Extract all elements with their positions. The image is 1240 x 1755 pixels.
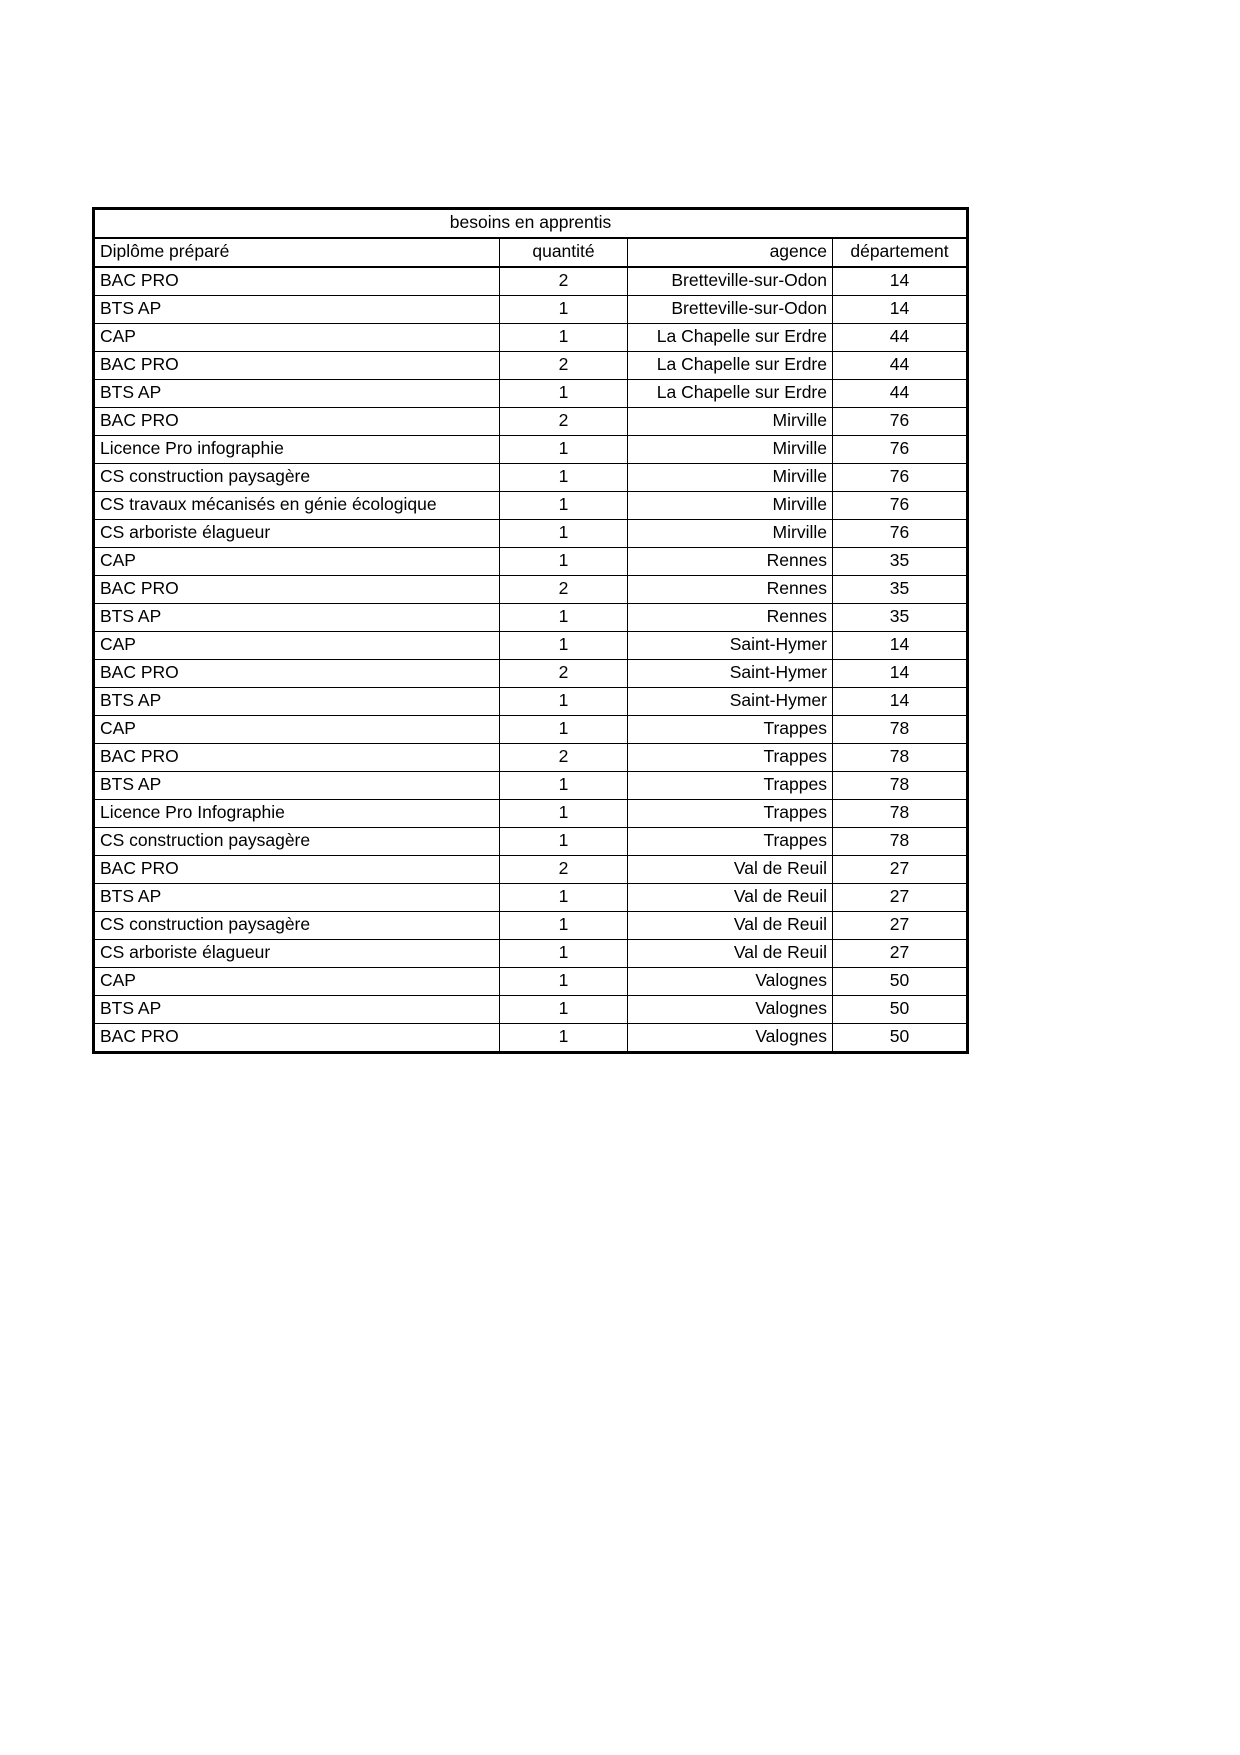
column-header-quantite: quantité: [500, 238, 628, 267]
cell-agence: Val de Reuil: [628, 856, 833, 884]
table-row: [94, 380, 968, 408]
table-row: [94, 968, 968, 996]
cell-agence: La Chapelle sur Erdre: [628, 324, 833, 352]
cell-quantite: 2: [500, 408, 628, 436]
table-row: [94, 548, 968, 576]
cell-quantite: 1: [500, 828, 628, 856]
cell-diplome: CAP: [94, 632, 500, 660]
table-row: [94, 660, 968, 688]
cell-departement: 76: [833, 520, 968, 548]
table-row: [94, 492, 968, 520]
cell-quantite: 1: [500, 464, 628, 492]
table-row: [94, 576, 968, 604]
cell-agence: Trappes: [628, 716, 833, 744]
cell-quantite: 2: [500, 267, 628, 296]
cell-quantite: 1: [500, 380, 628, 408]
cell-departement: 14: [833, 267, 968, 296]
column-header-diplome: Diplôme préparé: [94, 238, 500, 267]
cell-diplome: BTS AP: [94, 772, 500, 800]
cell-quantite: 1: [500, 632, 628, 660]
cell-departement: 27: [833, 856, 968, 884]
cell-diplome: BAC PRO: [94, 1024, 500, 1053]
cell-departement: 44: [833, 380, 968, 408]
cell-quantite: 2: [500, 660, 628, 688]
column-header-agence: agence: [628, 238, 833, 267]
table-row: [94, 828, 968, 856]
cell-departement: 76: [833, 464, 968, 492]
table-row: [94, 604, 968, 632]
cell-agence: Trappes: [628, 800, 833, 828]
table-row: [94, 520, 968, 548]
cell-agence: Bretteville-sur-Odon: [628, 296, 833, 324]
cell-diplome: CS construction paysagère: [94, 912, 500, 940]
cell-diplome: CS construction paysagère: [94, 828, 500, 856]
cell-diplome: BAC PRO: [94, 660, 500, 688]
table-title: besoins en apprentis: [94, 209, 968, 239]
cell-agence: Saint-Hymer: [628, 660, 833, 688]
cell-agence: Trappes: [628, 772, 833, 800]
cell-diplome: CAP: [94, 968, 500, 996]
table-row: [94, 296, 968, 324]
cell-quantite: 1: [500, 772, 628, 800]
cell-departement: 78: [833, 716, 968, 744]
cell-agence: Rennes: [628, 604, 833, 632]
table-row: [94, 716, 968, 744]
apprentices-needs-table: [92, 207, 969, 1054]
table-row: [94, 464, 968, 492]
cell-departement: 27: [833, 884, 968, 912]
table-row: [94, 267, 968, 296]
cell-diplome: CS arboriste élagueur: [94, 940, 500, 968]
apprentices-needs-table-container: [92, 207, 966, 1054]
cell-agence: Trappes: [628, 828, 833, 856]
cell-diplome: BTS AP: [94, 604, 500, 632]
cell-agence: Bretteville-sur-Odon: [628, 267, 833, 296]
column-header-departement: département: [833, 238, 968, 267]
cell-quantite: 2: [500, 744, 628, 772]
cell-agence: Mirville: [628, 436, 833, 464]
table-row: [94, 912, 968, 940]
cell-quantite: 1: [500, 492, 628, 520]
cell-agence: Trappes: [628, 744, 833, 772]
cell-diplome: BAC PRO: [94, 408, 500, 436]
cell-diplome: BTS AP: [94, 996, 500, 1024]
cell-agence: Rennes: [628, 576, 833, 604]
cell-agence: La Chapelle sur Erdre: [628, 380, 833, 408]
cell-agence: Saint-Hymer: [628, 632, 833, 660]
cell-departement: 76: [833, 408, 968, 436]
cell-agence: Valognes: [628, 1024, 833, 1053]
cell-agence: Val de Reuil: [628, 884, 833, 912]
cell-diplome: BAC PRO: [94, 856, 500, 884]
cell-diplome: CS travaux mécanisés en génie écologique: [94, 492, 500, 520]
cell-departement: 50: [833, 1024, 968, 1053]
table-row: [94, 744, 968, 772]
table-header-row: [94, 238, 968, 267]
table-row: [94, 324, 968, 352]
cell-departement: 50: [833, 968, 968, 996]
cell-quantite: 1: [500, 912, 628, 940]
cell-departement: 35: [833, 576, 968, 604]
cell-diplome: BAC PRO: [94, 744, 500, 772]
table-row: [94, 940, 968, 968]
cell-departement: 35: [833, 548, 968, 576]
cell-departement: 78: [833, 800, 968, 828]
cell-diplome: Licence Pro infographie: [94, 436, 500, 464]
cell-agence: Mirville: [628, 492, 833, 520]
cell-agence: Val de Reuil: [628, 940, 833, 968]
cell-diplome: CS construction paysagère: [94, 464, 500, 492]
cell-agence: Val de Reuil: [628, 912, 833, 940]
cell-departement: 27: [833, 912, 968, 940]
cell-quantite: 2: [500, 576, 628, 604]
cell-quantite: 1: [500, 688, 628, 716]
table-title-row: [94, 209, 968, 239]
table-row: [94, 352, 968, 380]
cell-quantite: 1: [500, 716, 628, 744]
cell-agence: Saint-Hymer: [628, 688, 833, 716]
cell-diplome: BTS AP: [94, 688, 500, 716]
cell-agence: Valognes: [628, 996, 833, 1024]
table-row: [94, 996, 968, 1024]
cell-quantite: 1: [500, 1024, 628, 1053]
cell-departement: 76: [833, 492, 968, 520]
table-row: [94, 632, 968, 660]
cell-quantite: 1: [500, 968, 628, 996]
cell-quantite: 1: [500, 520, 628, 548]
cell-diplome: CAP: [94, 716, 500, 744]
table-row: [94, 1024, 968, 1053]
table-row: [94, 772, 968, 800]
cell-quantite: 1: [500, 548, 628, 576]
cell-diplome: Licence Pro Infographie: [94, 800, 500, 828]
table-row: [94, 688, 968, 716]
table-body: [94, 209, 968, 1053]
cell-agence: Mirville: [628, 408, 833, 436]
cell-diplome: CAP: [94, 548, 500, 576]
cell-departement: 76: [833, 436, 968, 464]
cell-diplome: BAC PRO: [94, 576, 500, 604]
cell-diplome: CAP: [94, 324, 500, 352]
cell-departement: 27: [833, 940, 968, 968]
cell-agence: Mirville: [628, 464, 833, 492]
cell-departement: 50: [833, 996, 968, 1024]
table-row: [94, 856, 968, 884]
cell-departement: 78: [833, 828, 968, 856]
cell-diplome: BTS AP: [94, 884, 500, 912]
cell-departement: 44: [833, 324, 968, 352]
table-row: [94, 408, 968, 436]
cell-diplome: CS arboriste élagueur: [94, 520, 500, 548]
cell-departement: 14: [833, 632, 968, 660]
cell-quantite: 1: [500, 800, 628, 828]
cell-quantite: 2: [500, 856, 628, 884]
cell-quantite: 1: [500, 884, 628, 912]
cell-quantite: 2: [500, 352, 628, 380]
cell-departement: 35: [833, 604, 968, 632]
cell-diplome: BAC PRO: [94, 267, 500, 296]
cell-diplome: BAC PRO: [94, 352, 500, 380]
cell-quantite: 1: [500, 296, 628, 324]
cell-diplome: BTS AP: [94, 296, 500, 324]
cell-agence: Valognes: [628, 968, 833, 996]
cell-quantite: 1: [500, 436, 628, 464]
table-row: [94, 436, 968, 464]
cell-agence: Mirville: [628, 520, 833, 548]
cell-quantite: 1: [500, 996, 628, 1024]
cell-quantite: 1: [500, 940, 628, 968]
cell-departement: 44: [833, 352, 968, 380]
cell-departement: 14: [833, 688, 968, 716]
cell-quantite: 1: [500, 604, 628, 632]
table-row: [94, 884, 968, 912]
cell-agence: Rennes: [628, 548, 833, 576]
cell-agence: La Chapelle sur Erdre: [628, 352, 833, 380]
cell-departement: 14: [833, 296, 968, 324]
cell-departement: 78: [833, 772, 968, 800]
cell-diplome: BTS AP: [94, 380, 500, 408]
cell-quantite: 1: [500, 324, 628, 352]
cell-departement: 14: [833, 660, 968, 688]
table-row: [94, 800, 968, 828]
cell-departement: 78: [833, 744, 968, 772]
